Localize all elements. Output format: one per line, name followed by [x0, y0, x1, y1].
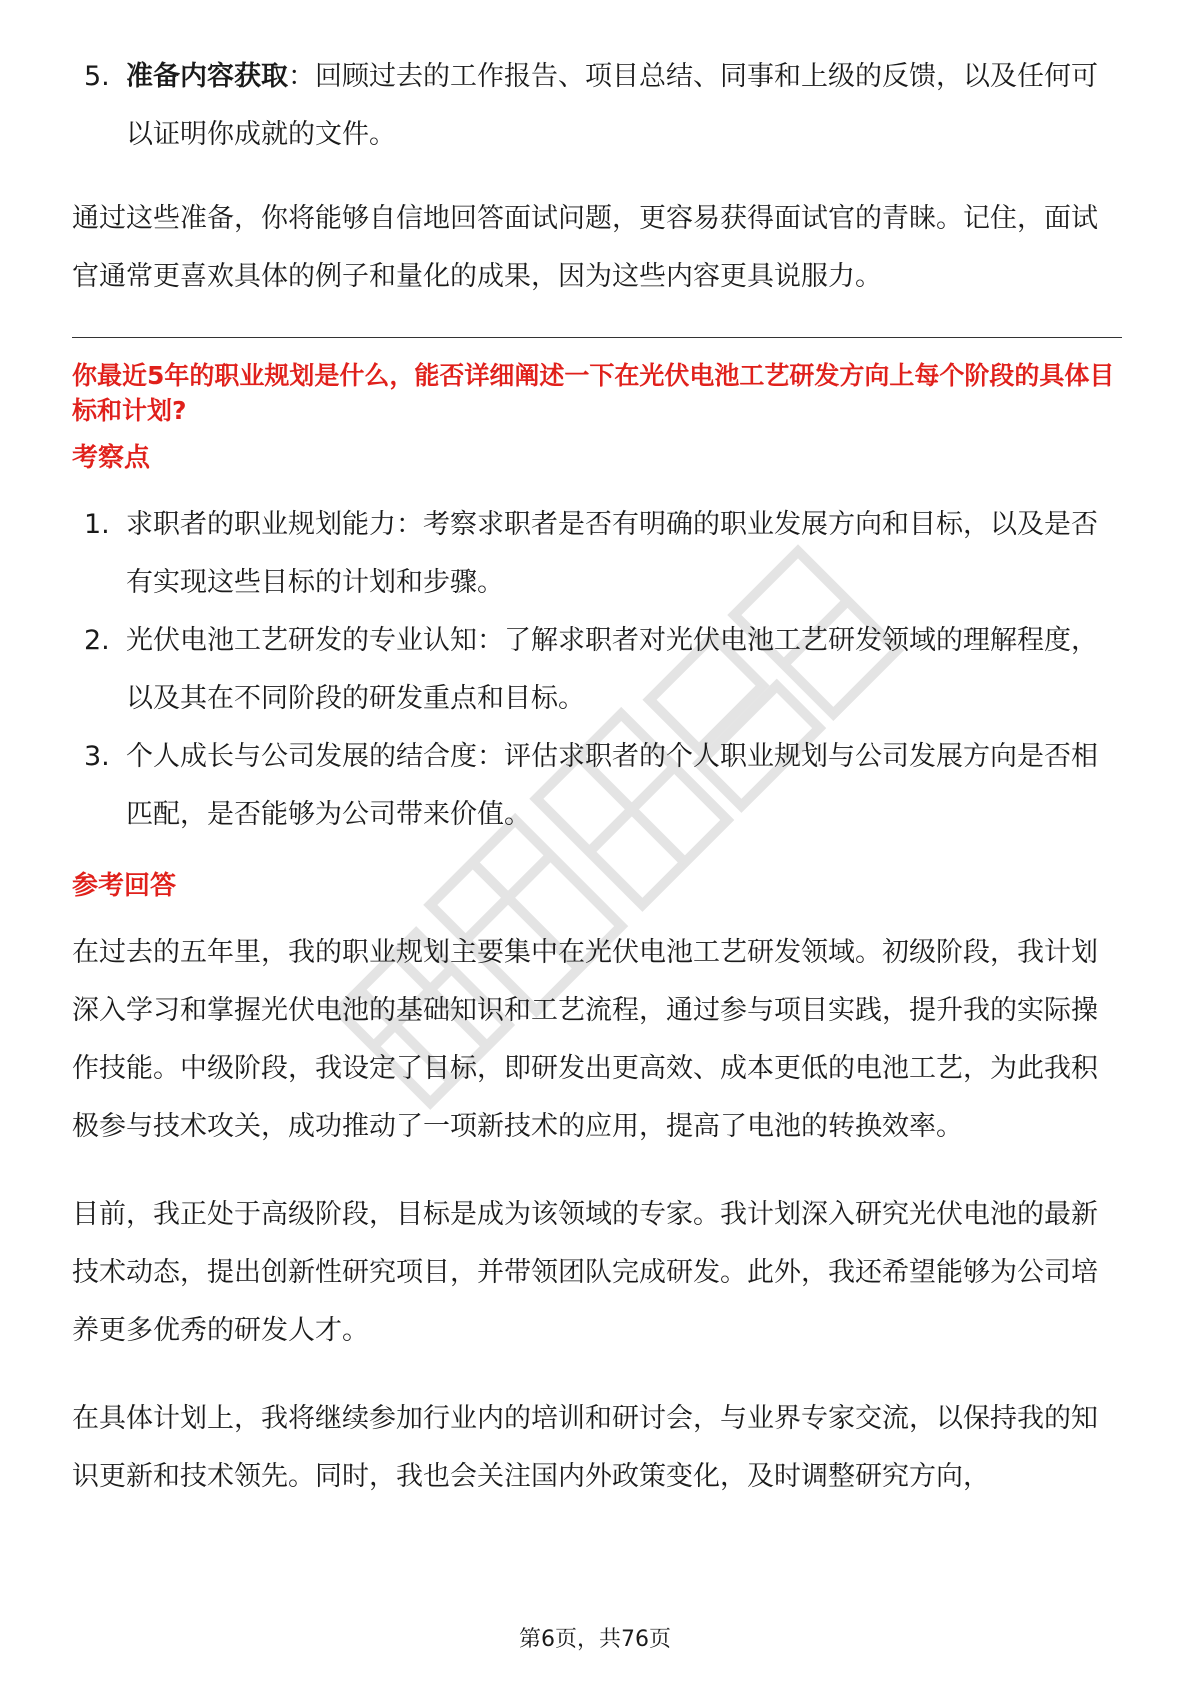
list-item: [72, 612, 1122, 728]
answer-paragraph: 目前，我正处于高级阶段，目标是成为该领域的专家。我计划深入研究光伏电池的最新技术动态，提出创新性研究项目，并带领团队完成研发。此外，我还希望能够为公司培养更多优秀的研发人才。: [72, 1199, 1098, 1346]
list-item-text: 光伏电池工艺研发的专业认知：了解求职者对光伏电池工艺研发领域的理解程度，以及其在不同阶段的研发重点和目标。: [126, 625, 1098, 714]
examine-heading: 考察点: [72, 443, 151, 473]
examine-list: [72, 496, 1122, 844]
list-item-text: 求职者的职业规划能力：考察求职者是否有明确的职业发展方向和目标，以及是否有实现这些目标的计划和步骤。: [126, 509, 1098, 598]
question-title: 你最近5年的职业规划是什么，能否详细阐述一下在光伏电池工艺研发方向上每个阶段的具体目标和计划?: [72, 361, 1115, 425]
list-number: 2.: [84, 625, 110, 656]
list-number: 1.: [84, 509, 110, 540]
summary-paragraph: 通过这些准备，你将能够自信地回答面试问题，更容易获得面试官的青睐。记住，面试官通常更喜欢具体的例子和量化的成果，因为这些内容更具说服力。: [72, 203, 1098, 292]
list-number: 5.: [84, 61, 110, 92]
list-number: 3.: [84, 741, 110, 772]
list-item: [72, 728, 1122, 844]
list-item-title: 准备内容获取: [126, 61, 288, 92]
divider: [72, 337, 1122, 338]
list-item: [72, 48, 1122, 164]
answer-paragraph: 在过去的五年里，我的职业规划主要集中在光伏电池工艺研发领域。初级阶段，我计划深入学习和掌握光伏电池的基础知识和工艺流程，通过参与项目实践，提升我的实际操作技能。中级阶段，我设定了目标，即研发出更高效、成本更低的电池工艺，为此我积极参与技术攻关，成功推动了一项新技术的应用，提高了电池的转换效率。: [72, 937, 1098, 1142]
answer-heading: 参考回答: [72, 871, 177, 901]
list-item-text: 个人成长与公司发展的结合度：评估求职者的个人职业规划与公司发展方向是否相匹配，是否能够为公司带来价值。: [126, 741, 1098, 830]
list-item-text: ：回顾过去的工作报告、项目总结、同事和上级的反馈，以及任何可以证明你成就的文件。: [126, 61, 1098, 150]
page-content: [72, 48, 1122, 1506]
answer-paragraph: 在具体计划上，我将继续参加行业内的培训和研讨会，与业界专家交流，以保持我的知识更新和技术领先。同时，我也会关注国内外政策变化，及时调整研究方向，: [72, 1403, 1098, 1492]
list-item: [72, 496, 1122, 612]
page-number: 第6页，共76页: [519, 1627, 671, 1652]
prep-list: [72, 48, 1122, 164]
